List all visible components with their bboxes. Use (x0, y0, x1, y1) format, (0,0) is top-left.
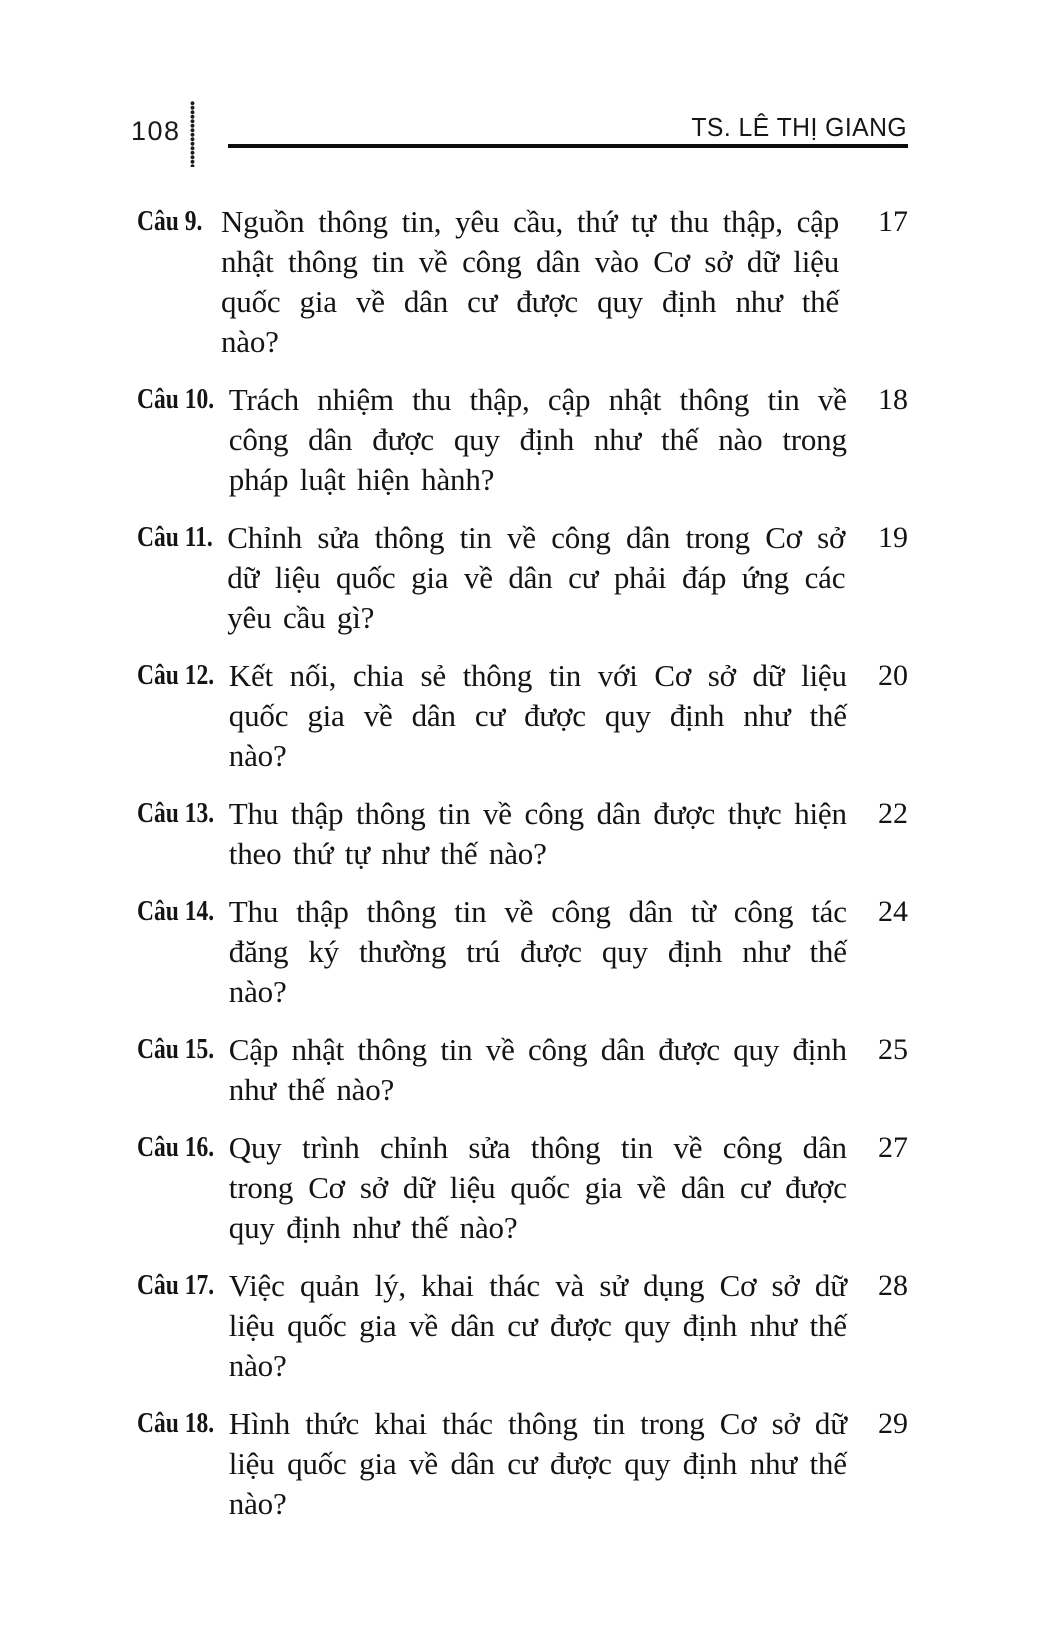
toc-entry-question: Nguồn thông tin, yêu cầu, thứ tự thu thập, cập nhật thông tin về công dân vào Cơ sở dữ liệu quốc gia về dân cư được quy định như thế nào? (221, 204, 839, 359)
toc-entry-question: Quy trình chỉnh sửa thông tin về công dân trong Cơ sở dữ liệu quốc gia về dân cư được quy định như thế nào? (228, 1130, 847, 1245)
toc-entry-page-number: 29 (878, 1407, 908, 1440)
running-head-author: TS. LÊ THỊ GIANG (691, 112, 907, 142)
toc-entry (137, 380, 908, 500)
toc-entry-label-text: Câu 16. (137, 1132, 215, 1163)
toc-entry-label-text: Câu 17. (137, 1270, 215, 1301)
toc-entry-question: Cập nhật thông tin về công dân được quy định như thế nào? (228, 1032, 847, 1107)
toc-entry-page-number: 18 (878, 383, 908, 416)
toc-entry-page-number: 25 (878, 1033, 908, 1066)
toc-entry-question: Kết nối, chia sẻ thông tin với Cơ sở dữ liệu quốc gia về dân cư được quy định như thế nào? (228, 658, 847, 773)
toc-entry-label (137, 518, 227, 558)
toc-entry-label (137, 380, 229, 420)
toc-entry-label-text: Câu 14. (137, 896, 215, 927)
toc-entry-page-number: 20 (878, 659, 908, 692)
toc-entry-label-text: Câu 11. (137, 522, 213, 553)
toc-entry-page-number: 24 (878, 895, 908, 928)
toc-entry-label-text: Câu 10. (137, 384, 215, 415)
folio-page-number: 108 (131, 116, 181, 146)
toc-entry-label (137, 1030, 229, 1070)
toc-entry (137, 892, 908, 1012)
toc-entry-label (137, 1266, 229, 1306)
toc-entry-question: Thu thập thông tin về công dân từ công tác đăng ký thường trú được quy định như thế nào? (228, 894, 847, 1009)
toc-entry-question: Thu thập thông tin về công dân được thực hiện theo thứ tự như thế nào? (228, 796, 847, 871)
toc-entry-label (137, 794, 229, 834)
toc-entry-label-text: Câu 15. (137, 1034, 215, 1065)
toc-entry-page-number: 28 (878, 1269, 908, 1302)
toc-entry-label-text: Câu 9. (137, 206, 203, 237)
toc-entry-label (137, 1404, 229, 1444)
toc-entry (137, 518, 908, 638)
toc-entry (137, 202, 908, 362)
toc-entry-label-text: Câu 12. (137, 660, 215, 691)
toc-entry-page-number: 22 (878, 797, 908, 830)
toc-entry-label (137, 1128, 229, 1168)
toc-entry (137, 656, 908, 776)
toc-entry-label (137, 656, 229, 696)
toc-entry (137, 1030, 908, 1110)
toc-entry (137, 1266, 908, 1386)
toc-entry-page-number: 19 (878, 521, 908, 554)
toc-list (137, 202, 908, 1542)
beaded-divider-ornament (188, 101, 197, 167)
toc-entry (137, 1128, 908, 1248)
toc-entry-label (137, 892, 229, 932)
toc-entry-label-text: Câu 13. (137, 798, 215, 829)
header-rule (228, 144, 908, 148)
toc-entry-question: Hình thức khai thác thông tin trong Cơ sở dữ liệu quốc gia về dân cư được quy định như thế nào? (228, 1406, 847, 1521)
toc-entry-question: Chỉnh sửa thông tin về công dân trong Cơ sở dữ liệu quốc gia về dân cư phải đáp ứng các yêu cầu gì? (227, 520, 846, 635)
toc-entry (137, 1404, 908, 1524)
toc-entry (137, 794, 908, 874)
toc-entry-page-number: 27 (878, 1131, 908, 1164)
toc-entry-label-text: Câu 18. (137, 1408, 215, 1439)
toc-entry-question: Việc quản lý, khai thác và sử dụng Cơ sở dữ liệu quốc gia về dân cư được quy định như thế nào? (228, 1268, 847, 1383)
toc-entry-question: Trách nhiệm thu thập, cập nhật thông tin về công dân được quy định như thế nào trong pháp luật hiện hành? (228, 382, 847, 497)
toc-entry-page-number: 17 (878, 205, 908, 238)
toc-entry-label (137, 202, 221, 242)
